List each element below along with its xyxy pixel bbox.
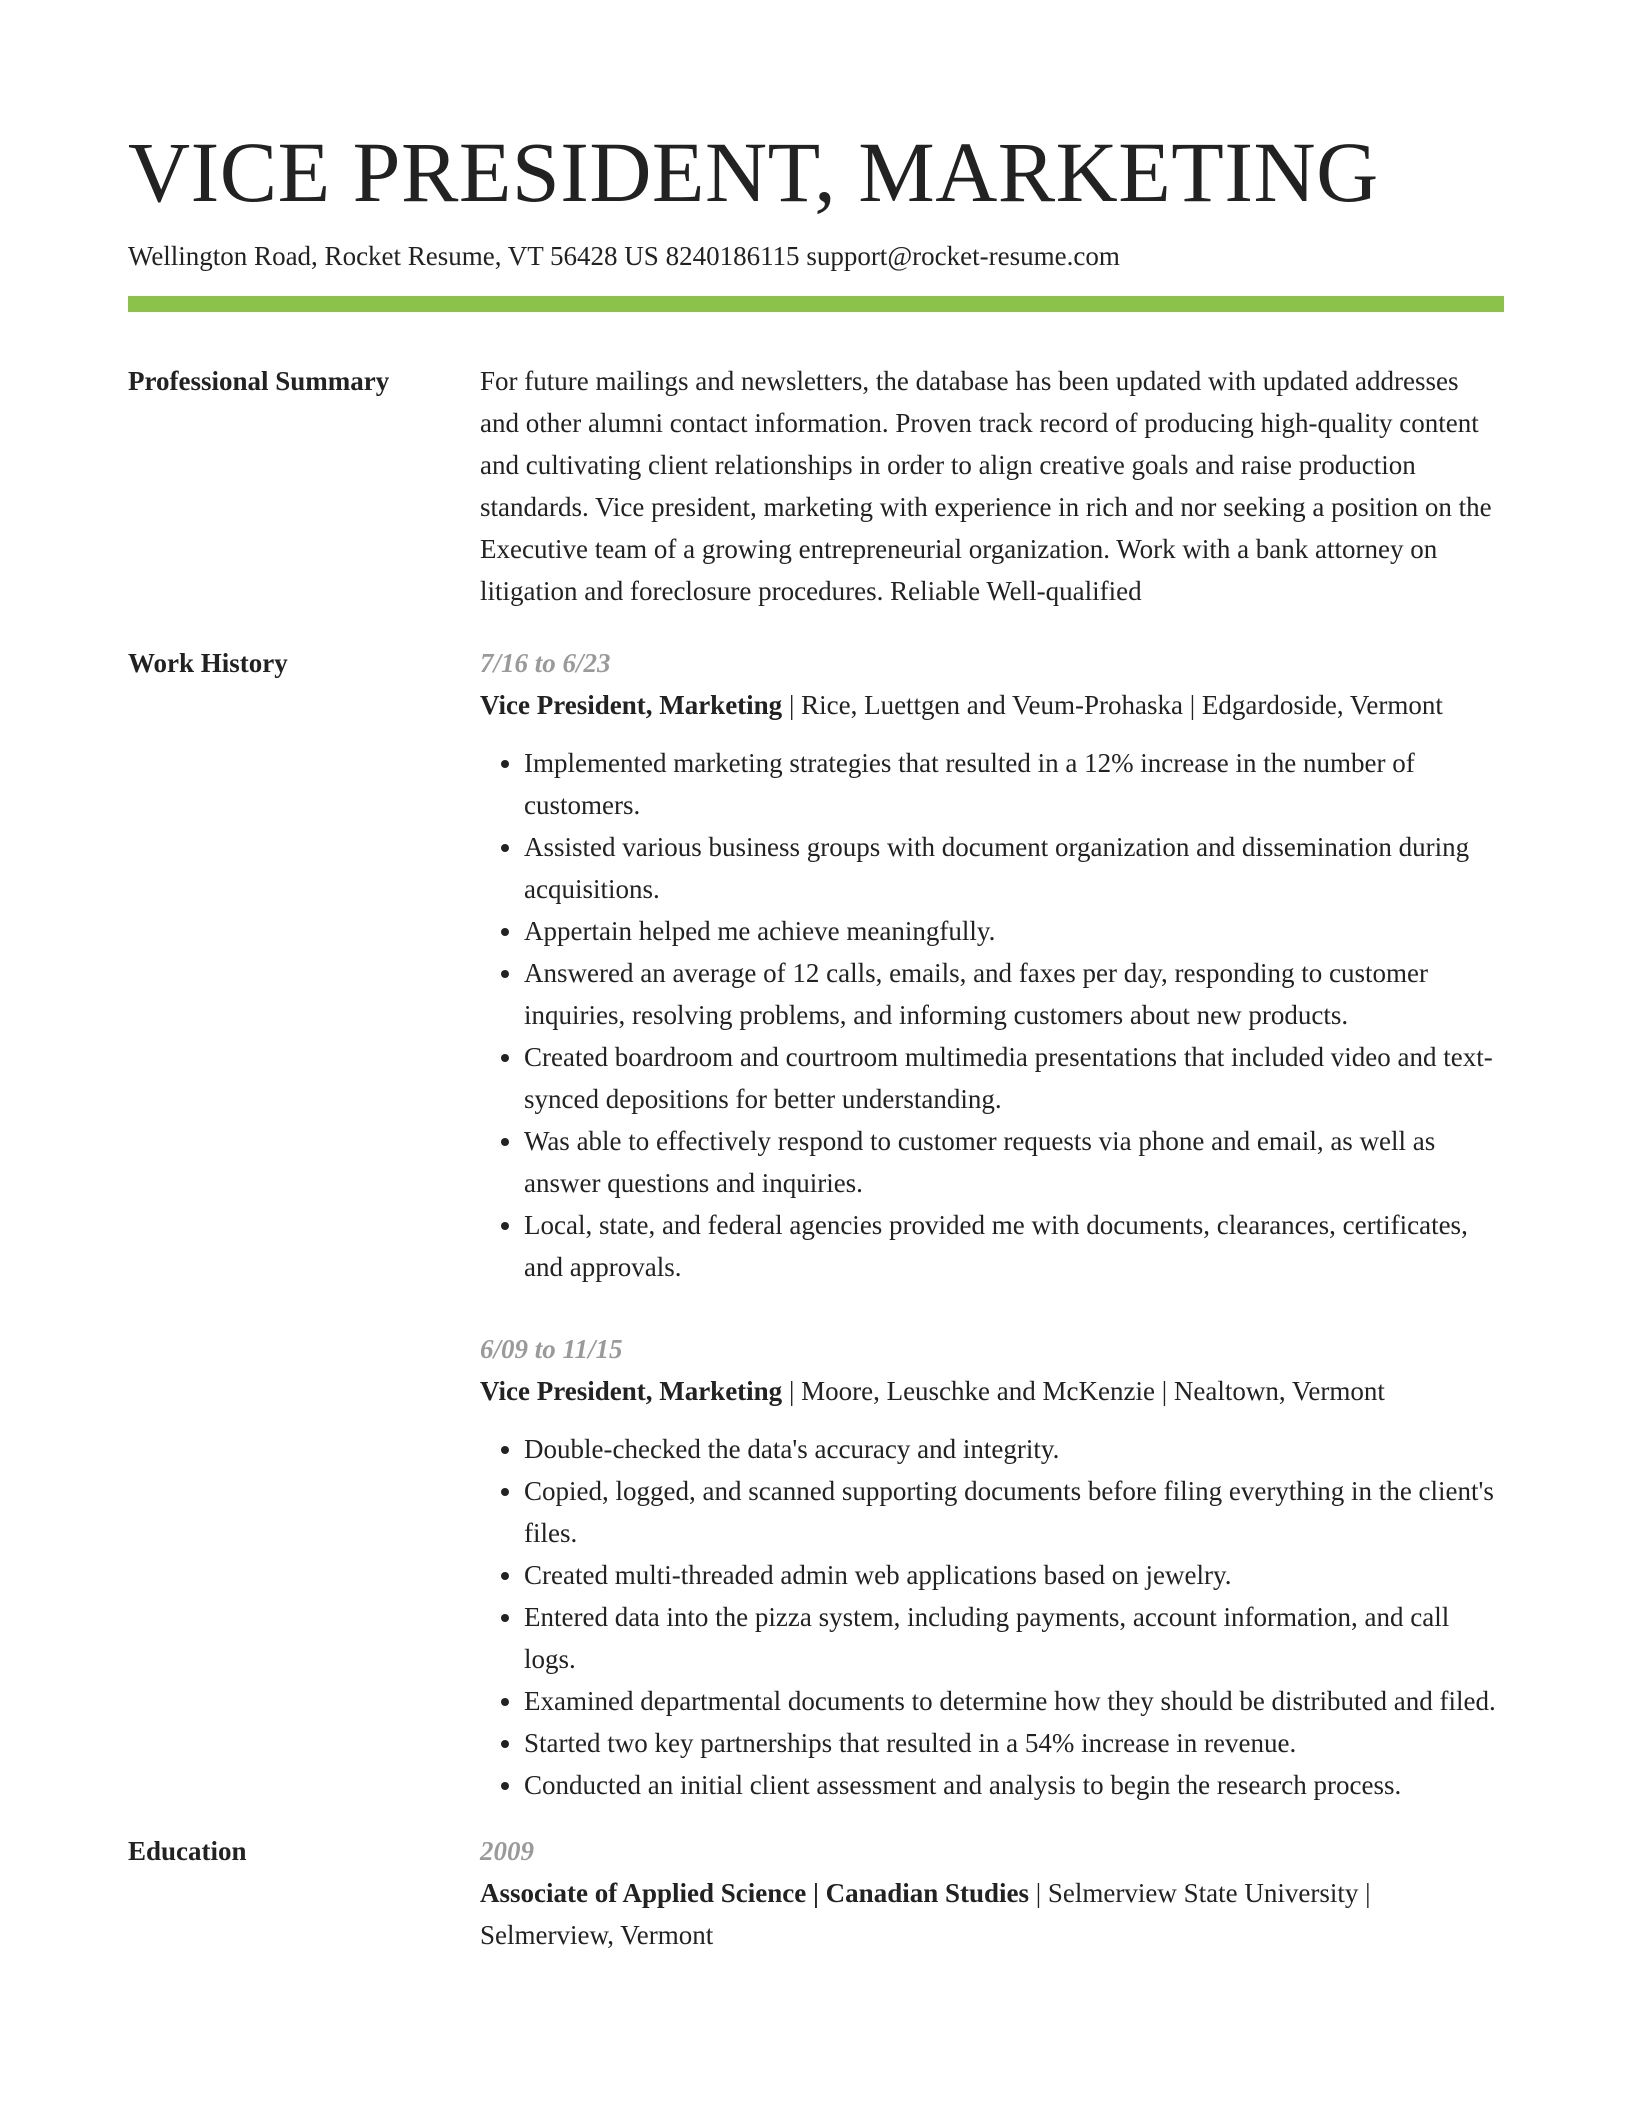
job-heading [480, 684, 1504, 726]
list-item: • Created boardroom and courtroom multimedia presentations that included video and text-synced depositions for better understanding. [524, 1036, 1504, 1120]
resume-page [128, 118, 1504, 1956]
list-item: • Started two key partnerships that resulted in a 54% increase in revenue. [524, 1722, 1504, 1764]
education-year: 2009 [480, 1836, 534, 1866]
job-heading [480, 1370, 1504, 1412]
job-entry [480, 1328, 1504, 1806]
list-item: • Was able to effectively respond to customer requests via phone and email, as well as answer questions and inquiries. [524, 1120, 1504, 1204]
list-item: • Conducted an initial client assessment and analysis to begin the research process. [524, 1764, 1504, 1806]
education-body [480, 1830, 1504, 1956]
summary-text: For future mailings and newsletters, the database has been updated with updated addresses and other alumni contact information. Proven track record of producing high-quality content and cultivating client relationships in order to align creative goals and raise production standards. Vice president, marketing with experience in rich and nor seeking a position on the Executive team of a growing entrepreneurial organization. Work with a bank attorney on litigation and foreclosure procedures. Reliable Well-qualified [480, 366, 1492, 606]
list-item: • Double-checked the data's accuracy and integrity. [524, 1428, 1504, 1470]
education-section [128, 1830, 1504, 1956]
job-entry [480, 642, 1504, 1288]
list-item: • Examined departmental documents to determine how they should be distributed and filed. [524, 1680, 1504, 1722]
list-item: • Created multi-threaded admin web applications based on jewelry. [524, 1554, 1504, 1596]
summary-section [128, 360, 1504, 612]
list-item: • Entered data into the pizza system, including payments, account information, and call logs. [524, 1596, 1504, 1680]
work-history-heading: Work History [128, 648, 288, 678]
education-details: | Selmerview State University | Selmerview, Vermont [480, 1878, 1371, 1950]
job-position: Vice President, Marketing [480, 690, 783, 720]
education-heading: Education [128, 1836, 247, 1866]
job-bullets [480, 742, 1504, 1288]
job-bullets [480, 1428, 1504, 1806]
summary-heading: Professional Summary [128, 366, 390, 396]
job-dates: 6/09 to 11/15 [480, 1334, 623, 1364]
list-item: • Appertain helped me achieve meaningfully. [524, 910, 1504, 952]
resume-title: VICE PRESIDENT, MARKETING [128, 124, 1379, 220]
list-item: • Answered an average of 12 calls, emails, and faxes per day, responding to customer inquiries, resolving problems, and informing customers about new products. [524, 952, 1504, 1036]
list-item: • Copied, logged, and scanned supporting documents before filing everything in the client's files. [524, 1470, 1504, 1554]
job-dates: 7/16 to 6/23 [480, 648, 611, 678]
list-item: • Local, state, and federal agencies provided me with documents, clearances, certificates, and approvals. [524, 1204, 1504, 1288]
list-item: • Implemented marketing strategies that resulted in a 12% increase in the number of customers. [524, 742, 1504, 826]
education-heading-line [480, 1872, 1504, 1956]
contact-address: Wellington Road, Rocket Resume, VT 56428 US [128, 241, 659, 271]
job-position: Vice President, Marketing [480, 1376, 783, 1406]
job-details: | Moore, Leuschke and McKenzie | Nealtown, Vermont [782, 1376, 1385, 1406]
work-history-body [480, 642, 1504, 1806]
work-history-section [128, 642, 1504, 1806]
education-degree: Associate of Applied Science | Canadian Studies [480, 1878, 1030, 1908]
contact-line [128, 238, 1504, 274]
job-details: | Rice, Luettgen and Veum-Prohaska | Edgardoside, Vermont [782, 690, 1443, 720]
header-divider [128, 296, 1504, 312]
contact-phone: 8240186115 [665, 241, 800, 271]
list-item: • Assisted various business groups with document organization and dissemination during acquisitions. [524, 826, 1504, 910]
contact-email: support@rocket-resume.com [806, 241, 1120, 271]
